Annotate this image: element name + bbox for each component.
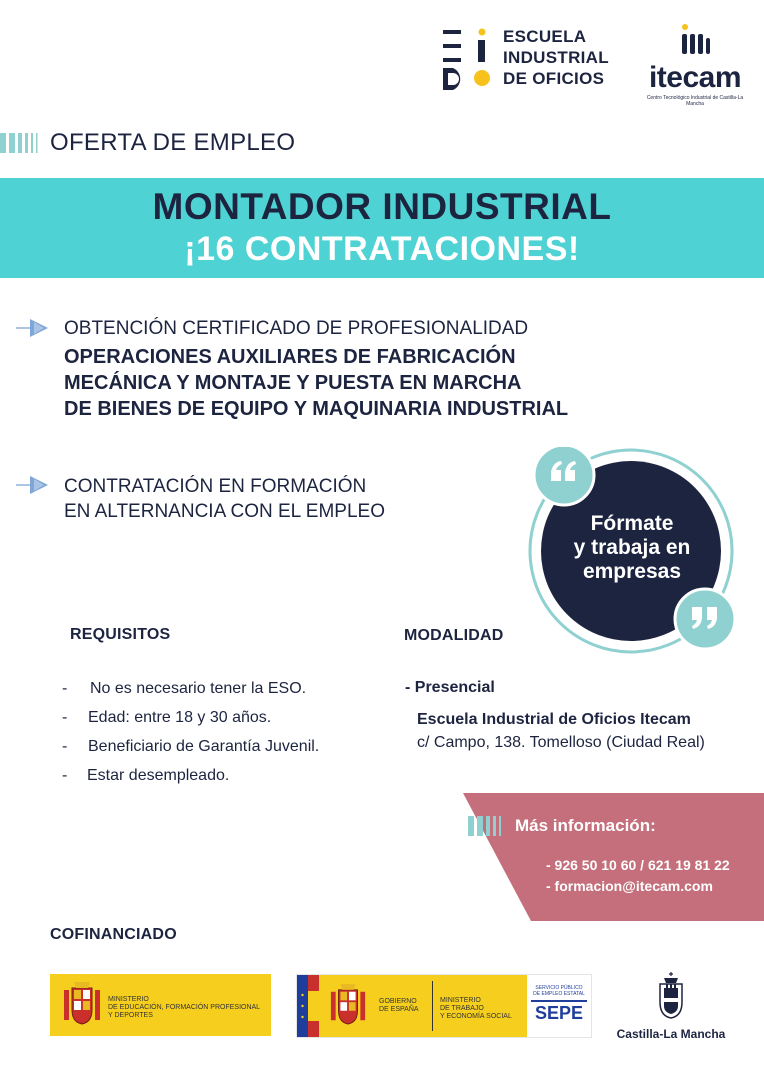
slogan-line: y trabaja en — [573, 536, 691, 559]
contract-line: EN ALTERNANCIA CON EL EMPLEO — [64, 501, 385, 522]
bars-icon — [0, 133, 40, 153]
itecam-logo — [640, 24, 750, 107]
castilla-la-mancha-logo — [616, 972, 726, 1041]
itecam-subtitle: Centro Tecnológico Industrial de Castilla-La Mancha — [646, 95, 744, 107]
government-line: DE ESPAÑA — [379, 1006, 419, 1013]
arrow-icon — [16, 318, 50, 338]
arrow-icon — [16, 475, 50, 495]
sepe-logo — [531, 985, 587, 1024]
info-heading: Más información: — [515, 816, 656, 835]
requirement-text: No es necesario tener la ESO. — [90, 680, 307, 697]
requirement-text: Estar desempleado. — [87, 767, 230, 784]
crest-icon — [329, 981, 367, 1031]
certificate-line: MECÁNICA Y MONTAJE Y PUESTA EN MARCHA — [64, 372, 522, 394]
itecam-symbol-icon — [678, 24, 712, 56]
certificate-intro: OBTENCIÓN CERTIFICADO DE PROFESIONALIDAD — [64, 318, 529, 339]
bars-icon — [468, 816, 508, 836]
school-name-line: INDUSTRIAL — [503, 48, 609, 67]
quote-open-icon — [534, 447, 594, 505]
ministry-line: DE EDUCACIÓN, FORMACIÓN PROFESIONAL — [108, 1004, 261, 1011]
requirement-text: Edad: entre 18 y 30 años. — [88, 709, 272, 726]
gobierno-block — [319, 975, 527, 1037]
slogan-line: Fórmate — [590, 512, 674, 535]
quote-close-icon — [675, 589, 735, 649]
phone-numbers[interactable]: - 926 50 10 60 / 621 19 81 22 — [546, 857, 730, 873]
labour-ministry-name — [440, 997, 512, 1021]
divider — [432, 981, 433, 1031]
eu-flag-icon — [297, 975, 319, 1037]
requirement-text: Beneficiario de Garantía Juvenil. — [88, 738, 320, 755]
sepe-line: SERVICIO PÚBLICO — [535, 985, 583, 991]
ministry-line: MINISTERIO — [440, 997, 481, 1004]
sepe-wordmark: SEPE — [531, 1000, 587, 1024]
government-line: GOBIERNO — [379, 998, 417, 1005]
eio-logo-mark — [443, 28, 495, 90]
slogan-text — [549, 512, 715, 584]
government-name — [379, 998, 419, 1014]
contract-type — [64, 474, 385, 524]
ministerio-educacion-logo — [50, 974, 271, 1036]
school-name-line: ESCUELA — [503, 27, 587, 46]
sepe-line: DE EMPLEO ESTATAL — [533, 991, 585, 997]
address: c/ Campo, 138. Tomelloso (Ciudad Real) — [417, 734, 705, 751]
certificate-line: DE BIENES DE EQUIPO Y MAQUINARIA INDUSTRIAL — [64, 398, 569, 420]
email-link[interactable]: - formacion@itecam.com — [546, 878, 713, 894]
school-name-line: DE OFICIOS — [503, 69, 605, 88]
offer-label: OFERTA DE EMPLEO — [50, 129, 296, 156]
castilla-wordmark: Castilla-La Mancha — [616, 1027, 726, 1041]
sepe-subtitle — [531, 985, 587, 997]
cofinanced-label: COFINANCIADO — [50, 926, 177, 943]
hiring-count: ¡16 CONTRATACIONES! — [184, 230, 580, 268]
school-name — [503, 26, 609, 89]
certificate-line: OPERACIONES AUXILIARES DE FABRICACIÓN — [64, 346, 516, 368]
ministry-line: DE TRABAJO — [440, 1005, 484, 1012]
ministry-line: MINISTERIO — [108, 996, 149, 1003]
ministry-line: Y ECONOMÍA SOCIAL — [440, 1013, 512, 1020]
gobierno-trabajo-sepe-logo — [296, 974, 592, 1038]
crest-icon — [62, 980, 102, 1030]
training-center: Escuela Industrial de Oficios Itecam — [417, 711, 691, 728]
modality-heading: MODALIDAD — [404, 627, 504, 644]
ministry-line: Y DEPORTES — [108, 1012, 153, 1019]
ministry-name — [108, 996, 260, 1020]
contract-line: CONTRATACIÓN EN FORMACIÓN — [64, 476, 367, 497]
castle-crest-icon — [656, 972, 686, 1020]
requirements-heading: REQUISITOS — [70, 626, 171, 643]
job-title: MONTADOR INDUSTRIAL — [152, 186, 612, 227]
modality-type: - Presencial — [405, 679, 495, 696]
slogan-line: empresas — [582, 560, 682, 583]
certificate-title — [64, 344, 568, 422]
itecam-wordmark: itecam — [648, 61, 742, 94]
